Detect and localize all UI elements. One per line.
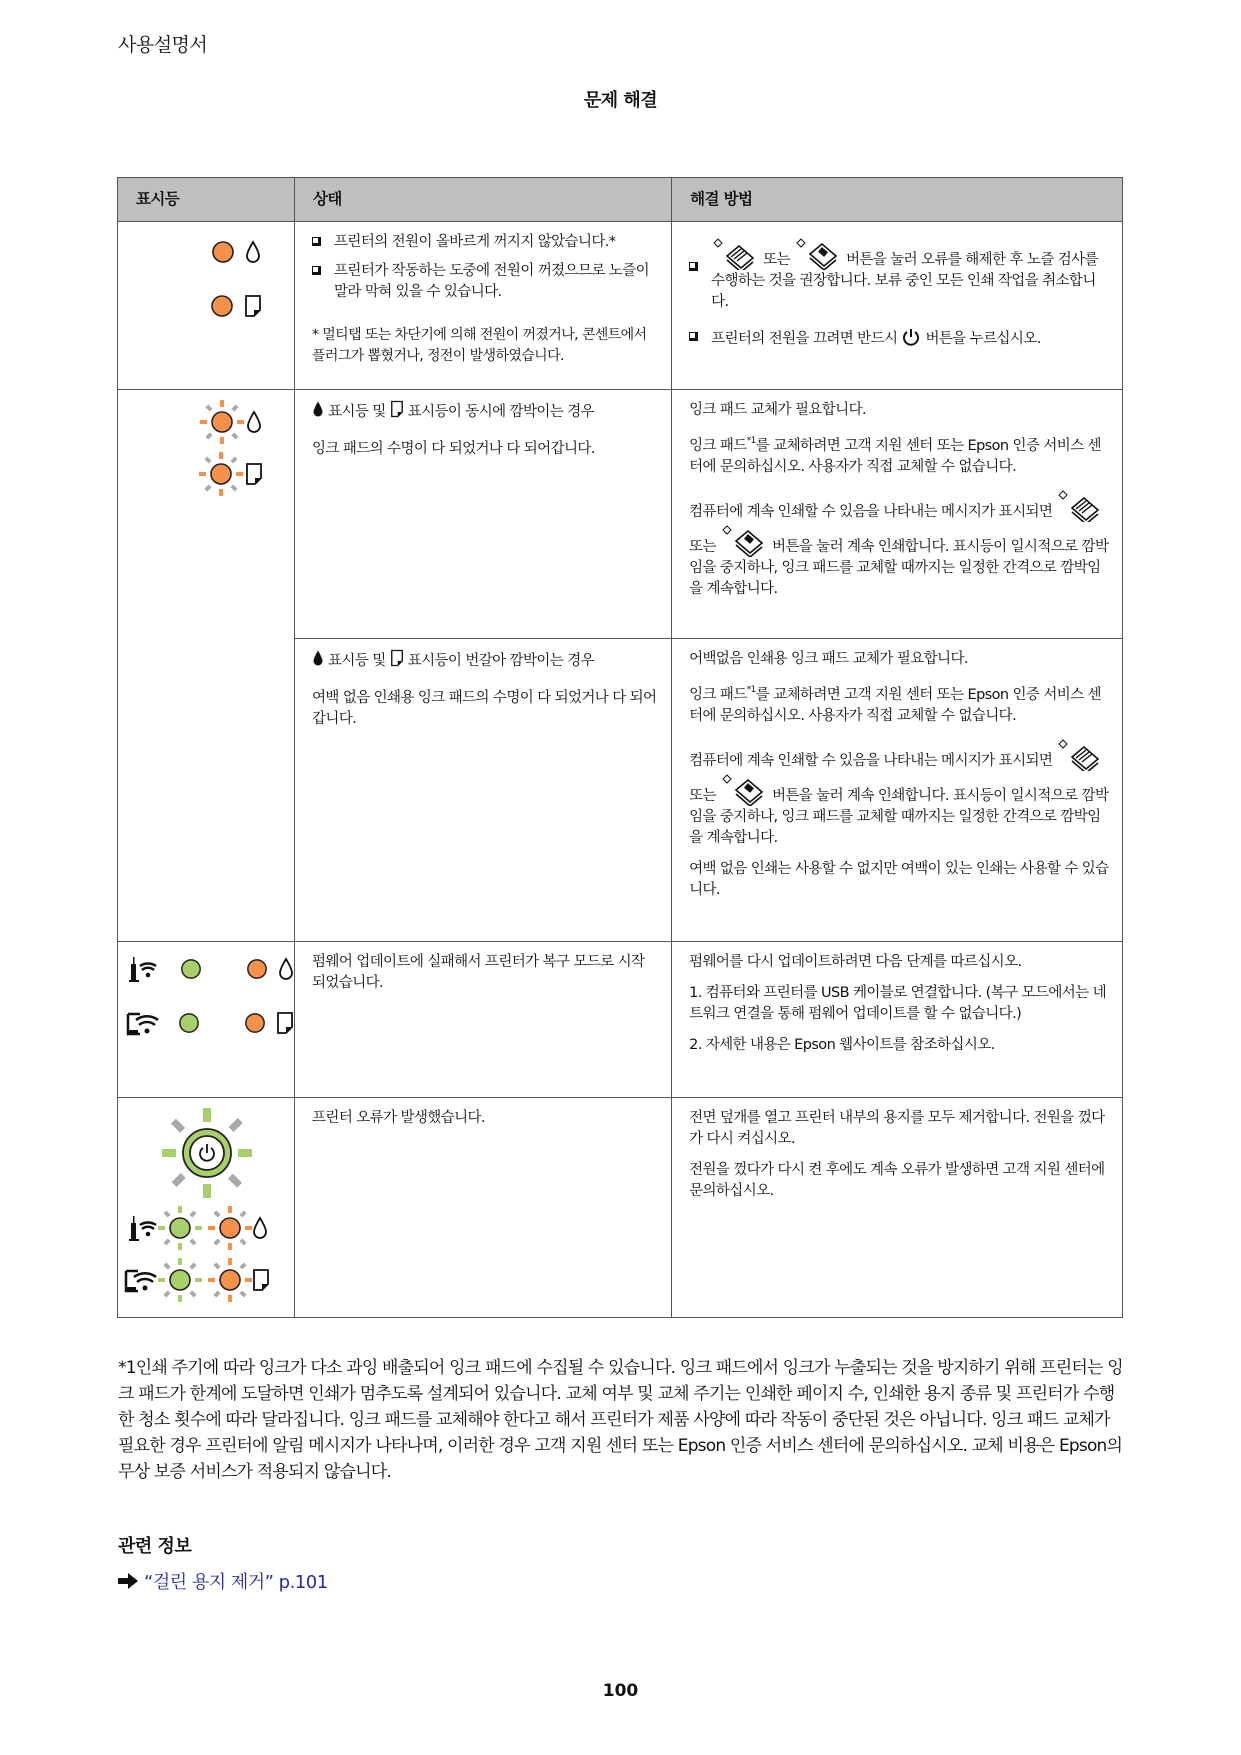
solution-text: 잉크 패드 — [689, 687, 747, 703]
solution-text: 잉크 패드 교체가 필요합니다. — [689, 402, 866, 418]
table-row — [118, 1098, 1123, 1318]
bullet-box-icon — [689, 332, 698, 341]
footnote-ref: *1 — [746, 685, 756, 695]
solution-text: 프린터의 전원을 끄려면 반드시 — [711, 331, 898, 347]
solution-cell — [672, 639, 1123, 942]
solution-text — [689, 431, 1110, 478]
stop-photo-button-icon — [794, 236, 842, 270]
wifi-icon — [128, 1213, 158, 1243]
ink-drop-filled-icon — [312, 400, 324, 418]
column-header-status: 상태 — [295, 178, 672, 222]
table-row — [118, 390, 1123, 639]
status-text: 펌웨어 업데이트에 실패해서 프린터가 복구 모드로 시작되었습니다. — [312, 954, 645, 991]
bullet-box-icon — [312, 266, 321, 275]
solution-cell — [672, 390, 1123, 639]
related-link-text[interactable]: “걸린 용지 제거” p.101 — [144, 1572, 328, 1593]
paper-icon — [252, 1268, 270, 1292]
solution-text: 전면 덮개를 열고 프린터 내부의 용지를 모두 제거합니다. 전원을 껐다가 다시 켜십시오. — [689, 1110, 1105, 1147]
solution-text — [689, 488, 1110, 600]
status-cell — [295, 390, 672, 639]
solution-text: 컴퓨터에 계속 인쇄할 수 있음을 나타내는 메시지가 표시되면 — [689, 504, 1053, 520]
stop-button-icon — [1056, 737, 1104, 771]
stop-button-icon — [711, 236, 759, 270]
paper-icon — [245, 462, 263, 486]
status-cell — [295, 942, 672, 1098]
or-text: 또는 — [689, 788, 716, 804]
paper-icon — [244, 294, 262, 318]
status-bullet — [312, 261, 657, 303]
orange-led-flashing-icon — [208, 1258, 252, 1302]
status-cell — [295, 222, 672, 390]
status-title — [312, 649, 657, 672]
bullet-box-icon — [689, 262, 698, 271]
page-number: 100 — [602, 1681, 639, 1701]
orange-led-icon — [211, 240, 235, 264]
solution-text: 버튼을 눌러 오류를 해제한 후 노즐 검사를 수행하는 것을 권장합니다. 보류 중인 모든 인쇄 작업을 취소합니다. — [711, 252, 1098, 310]
status-text: 여백 없음 인쇄용 잉크 패드의 수명이 다 되었거나 다 되어갑니다. — [312, 690, 657, 727]
footnote-ref: *1 — [746, 436, 756, 446]
power-led-flashing-icon — [162, 1108, 252, 1198]
running-header: 사용설명서 — [118, 34, 208, 56]
ink-drop-icon — [252, 1216, 268, 1240]
section-title: 문제 해결 — [583, 90, 658, 111]
related-info-title: 관련 정보 — [118, 1536, 192, 1557]
solution-text: 펌웨어를 다시 업데이트하려면 다음 단계를 따르십시오. — [689, 954, 1022, 970]
solution-cell — [672, 222, 1123, 390]
status-text: 표시등이 번갈아 깜박이는 경우 — [407, 653, 595, 669]
ink-drop-icon — [245, 240, 261, 264]
orange-led-flashing-icon — [200, 400, 244, 444]
indicator-cell — [118, 390, 295, 942]
related-link[interactable] — [118, 1568, 328, 1594]
green-led-icon — [178, 1012, 200, 1034]
wifi-direct-icon — [126, 1008, 160, 1038]
solution-text: 버튼을 눌러 계속 인쇄합니다. 표시등이 일시적으로 깜박임을 중지하나, 잉크 패드를 교체할 때까지는 일정한 간격으로 깜박임을 계속합니다. — [689, 788, 1109, 846]
status-footnote: * 멀티탭 또는 차단기에 의해 전원이 꺼졌거나, 콘센트에서 플러그가 뽑혔거나, 정전이 발생하였습니다. — [312, 327, 647, 364]
solution-text: 여백 없음 인쇄는 사용할 수 없지만 여백이 있는 인쇄는 사용할 수 있습니다. — [689, 861, 1109, 898]
solution-text — [689, 737, 1110, 849]
solution-bullet — [689, 236, 1110, 313]
solution-text: 잉크 패드 — [689, 438, 747, 454]
indicator-cell — [118, 222, 295, 390]
solution-step: 2. 자세한 내용은 Epson 웹사이트를 참조하십시오. — [689, 1037, 995, 1053]
solution-text: 를 교체하려면 고객 지원 센터 또는 Epson 인증 서비스 센터에 문의하십시오. 사용자가 직접 교체할 수 없습니다. — [689, 687, 1101, 724]
status-text: 표시등 및 — [328, 653, 386, 669]
ink-drop-icon — [246, 410, 262, 434]
status-text: 프린터 오류가 발생했습니다. — [312, 1110, 485, 1126]
wifi-icon — [128, 954, 158, 984]
solution-text: 를 교체하려면 고객 지원 센터 또는 Epson 인증 서비스 센터에 문의하십시오. 사용자가 직접 교체할 수 없습니다. — [689, 438, 1101, 475]
orange-led-flashing-icon — [208, 1206, 252, 1250]
solution-text: 어백없음 인쇄용 잉크 패드 교체가 필요합니다. — [689, 651, 968, 667]
solution-cell — [672, 1098, 1123, 1318]
solution-text: 버튼을 눌러 계속 인쇄합니다. 표시등이 일시적으로 깜박임을 중지하나, 잉크 패드를 교체할 때까지는 일정한 간격으로 깜박임을 계속합니다. — [689, 539, 1109, 597]
or-text: 또는 — [689, 539, 716, 555]
green-led-icon — [180, 958, 202, 980]
status-text: 표시등 및 — [328, 404, 386, 420]
solution-text: 전원을 껐다가 다시 켠 후에도 계속 오류가 발생하면 고객 지원 센터에 문의하십시오. — [689, 1162, 1105, 1199]
solution-text: 버튼을 누르십시오. — [925, 331, 1041, 347]
table-header-row — [118, 178, 1123, 222]
stop-photo-button-icon — [720, 523, 768, 557]
ink-drop-icon — [278, 957, 294, 981]
troubleshooting-table — [117, 177, 1123, 1318]
indicator-cell — [118, 942, 295, 1098]
solution-cell — [672, 942, 1123, 1098]
stop-button-icon — [1056, 488, 1104, 522]
paper-icon — [390, 649, 404, 667]
table-row — [118, 222, 1123, 390]
status-text: 프린터의 전원이 올바르게 꺼지지 않았습니다.* — [334, 234, 616, 250]
wifi-direct-icon — [124, 1265, 158, 1295]
status-bullet — [312, 232, 657, 253]
bullet-box-icon — [312, 237, 321, 246]
paper-icon — [390, 400, 404, 418]
green-led-flashing-icon — [158, 1258, 202, 1302]
status-title — [312, 400, 657, 423]
status-cell — [295, 639, 672, 942]
status-text: 표시등이 동시에 깜박이는 경우 — [407, 404, 595, 420]
ink-drop-filled-icon — [312, 649, 324, 667]
indicator-cell — [118, 1098, 295, 1318]
stop-photo-button-icon — [720, 772, 768, 806]
solution-step: 1. 컴퓨터와 프린터를 USB 케이블로 연결합니다. (복구 모드에서는 네트워크 연결을 통해 펌웨어 업데이트를 할 수 없습니다.) — [689, 985, 1106, 1022]
column-header-indicator: 표시등 — [118, 178, 295, 222]
arrow-right-icon — [118, 1573, 138, 1589]
column-header-solution: 해결 방법 — [672, 178, 1123, 222]
status-text: 프린터가 작동하는 도중에 전원이 꺼졌으므로 노즐이 말라 막혀 있을 수 있습니다. — [334, 263, 649, 300]
table-row — [118, 942, 1123, 1098]
orange-led-icon — [210, 294, 234, 318]
status-cell — [295, 1098, 672, 1318]
footnote: *1인쇄 주기에 따라 잉크가 다소 과잉 배출되어 잉크 패드에 수집될 수 있습니다. 잉크 패드에서 잉크가 누출되는 것을 방지하기 위해 프린터는 잉크 패드가 한계에 도달하면 인쇄가 멈추도록 설계되어 있습니다. 교체 여부 및 교체 주기는 인쇄한 페이지 수, 인쇄한 용지 종류 및 프린터가 수행한 청소 횟수에 따라 달라집니다. 잉크 패드를 교체해야 한다고 해서 프린터가 제품 사양에 따라 작동이 중단된 것은 아닙니다. 잉크 패드 교체가 필요한 경우 프린터에 알림 메시지가 나타나며, 이러한 경우 고객 지원 센터 또는 Epson 인증 서비스 센터에 문의하십시오. 교체 비용은 Epson의 무상 보증 서비스가 적용되지 않습니다. — [118, 1358, 1123, 1482]
orange-led-icon — [244, 1012, 266, 1034]
or-text: 또는 — [763, 252, 790, 268]
paper-icon — [276, 1011, 294, 1035]
status-text: 잉크 패드의 수명이 다 되었거나 다 되어갑니다. — [312, 441, 595, 457]
orange-led-flashing-icon — [199, 452, 243, 496]
power-icon — [901, 327, 921, 347]
solution-text: 컴퓨터에 계속 인쇄할 수 있음을 나타내는 메시지가 표시되면 — [689, 753, 1053, 769]
solution-bullet — [689, 327, 1110, 350]
orange-led-icon — [246, 958, 268, 980]
solution-text — [689, 680, 1110, 727]
green-led-flashing-icon — [158, 1206, 202, 1250]
